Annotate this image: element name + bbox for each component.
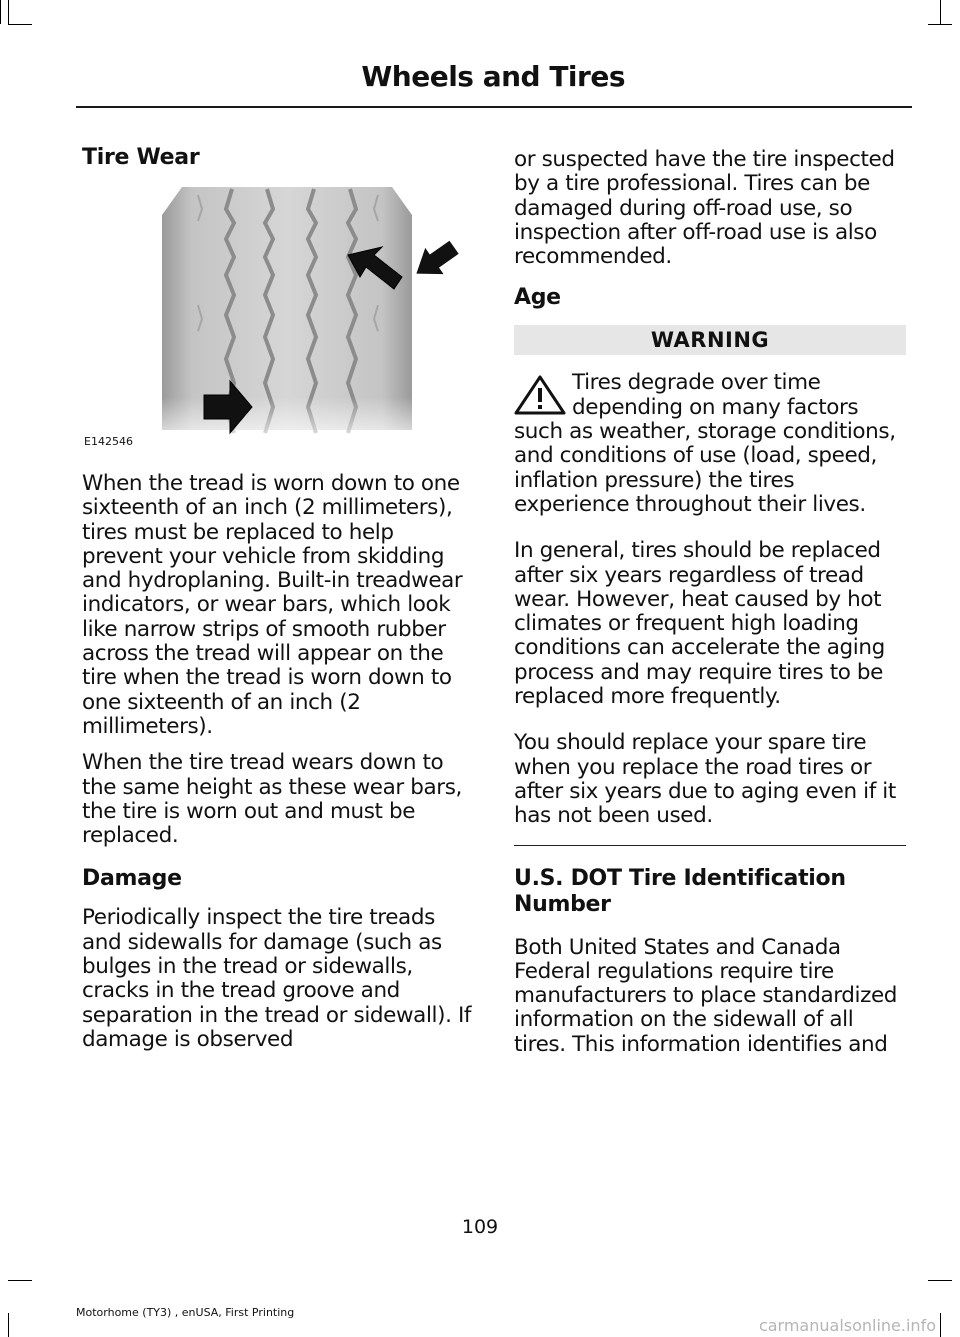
warning-triangle-icon (514, 375, 566, 415)
crop-mark (8, 24, 32, 25)
edition-footer: Motorhome (TY3) , enUSA, First Printing (76, 1306, 295, 1319)
heading-dot-tin: U.S. DOT Tire Identification Number (514, 865, 846, 917)
heading-age: Age (514, 285, 561, 311)
section-divider (514, 845, 906, 846)
crop-mark (8, 0, 9, 24)
crop-mark (0, 0, 1, 24)
figure-code: E142546 (84, 435, 133, 448)
watermark: carmanualsonline.info (758, 1316, 936, 1335)
tire-tread-illustration (82, 185, 474, 450)
tread-wear-figure (82, 185, 474, 450)
crop-mark (940, 1313, 941, 1337)
heading-tire-wear: Tire Wear (82, 145, 200, 170)
heading-damage: Damage (82, 866, 182, 892)
left-column (82, 145, 474, 1064)
page-number: 109 (461, 1216, 499, 1238)
paragraph-general: In general, tires should be replaced after six years regardless of tread wear. However, heat caused by hot climates or frequent high loading conditions can accelerate the aging process and may require tires to be replaced more frequently. (514, 538, 885, 710)
right-column (514, 148, 906, 1069)
warning-text: Tires degrade over time depending on many factors such as weather, storage conditions, and conditions of use (load, speed, inflation pressure) the tires experience throughout their lives. (514, 370, 896, 517)
paragraph-continued: or suspected have the tire inspected by a tire professional. Tires can be damaged during off-road use, so inspection after off-road use is also recommended. (514, 147, 895, 270)
paragraph-damage: Periodically inspect the tire treads and sidewalls for damage (such as bulges in the tread or sidewalls, cracks in the tread groove and separation in the tread or sidewall). If damage is observed (82, 905, 472, 1052)
paragraph-spare: You should replace your spare tire when you replace the road tires or after six years due to aging even if it has not been used. (514, 730, 896, 829)
warning-box (514, 371, 906, 517)
page-title: Wheels and Tires (361, 60, 625, 93)
crop-mark (928, 1280, 952, 1281)
crop-mark (8, 1313, 9, 1337)
warning-banner: WARNING (514, 325, 906, 355)
paragraph-wear-bars: When the tire tread wears down to the same height as these wear bars, the tire is worn out and must be replaced. (82, 750, 462, 849)
paragraph-tread: When the tread is worn down to one sixteenth of an inch (2 millimeters), tires must be replaced to help prevent your vehicle from skidding and hydroplaning. Built-in treadwear indicators, or wear bars, which look like narrow strips of smooth rubber across the tread will appear on the tire when the tread is worn down to one sixteenth of an inch (2 millimeters). (82, 471, 463, 739)
crop-mark (940, 0, 941, 24)
paragraph-dot: Both United States and Canada Federal regulations require tire manufacturers to place standardized information on the sidewall of all tires. This information identifies and (514, 934, 898, 1057)
header-rule (76, 106, 912, 108)
crop-mark (928, 24, 952, 25)
crop-mark (8, 1280, 32, 1281)
